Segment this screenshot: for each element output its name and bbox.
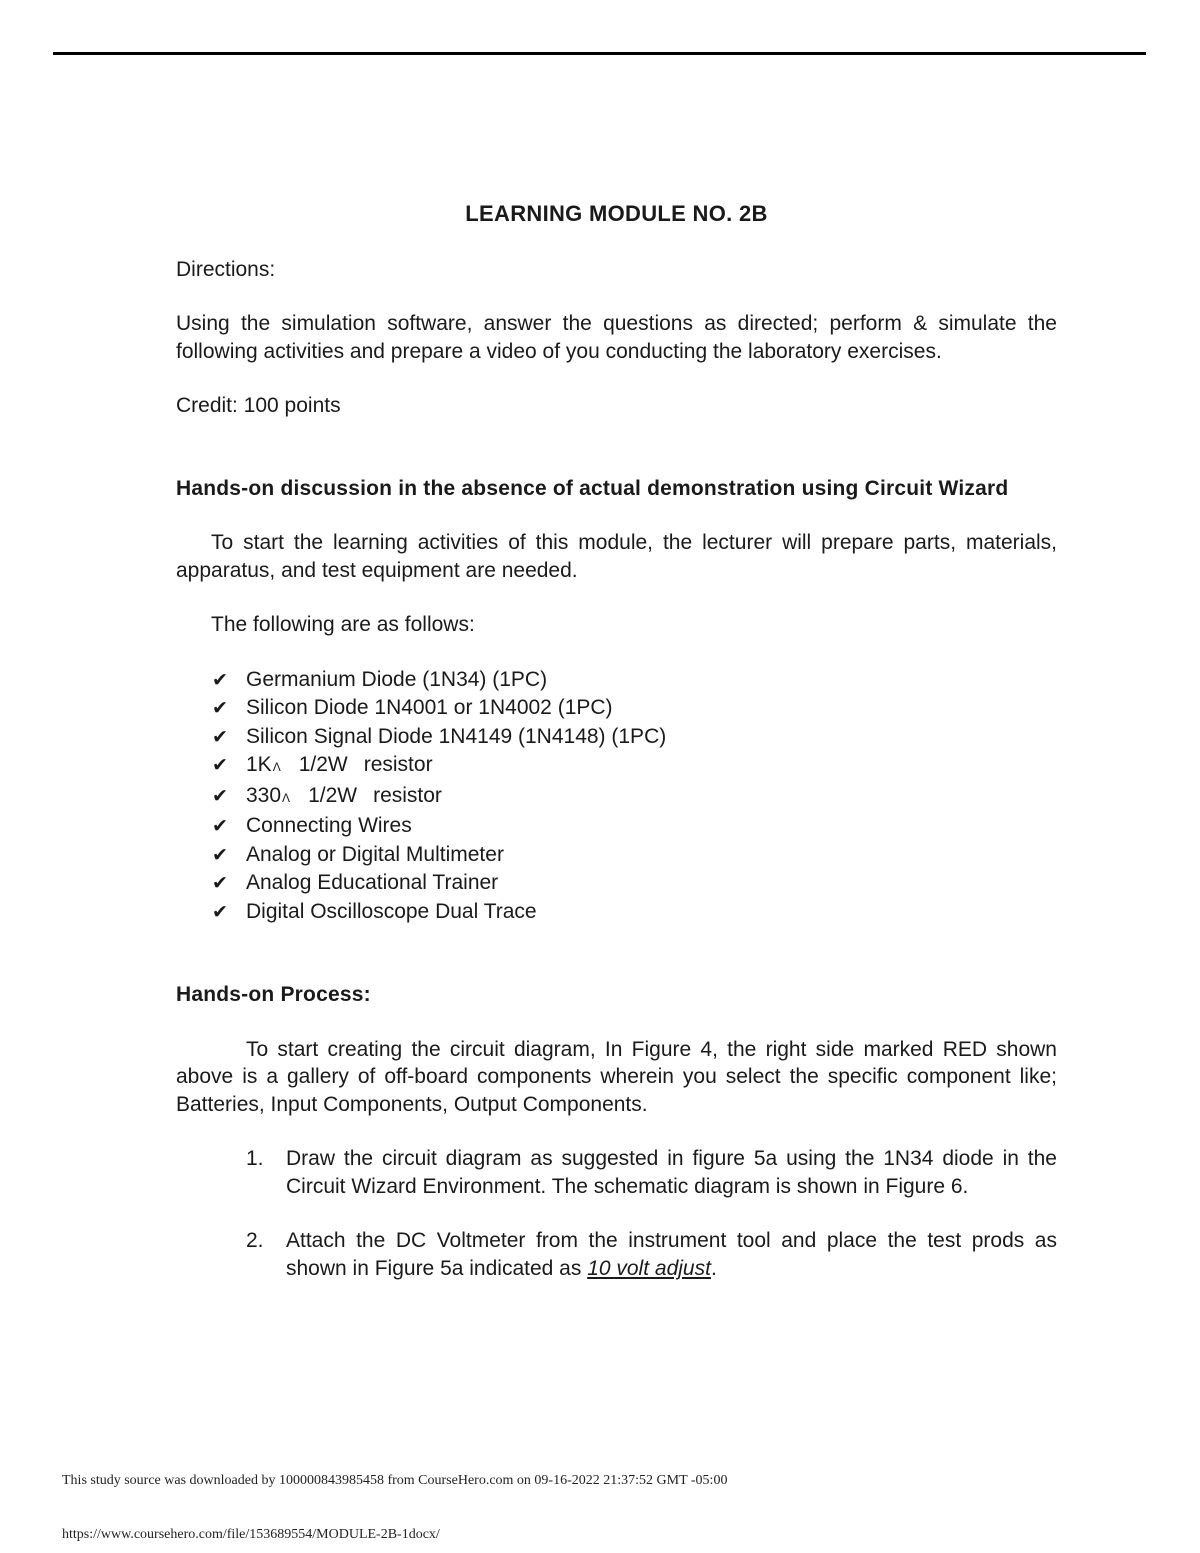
step-number: 2.	[246, 1229, 264, 1252]
list-item-label: Silicon Signal Diode 1N4149 (1N4148) (1PC)	[246, 724, 667, 748]
process-steps	[246, 1145, 1057, 1282]
ohm-symbol: Ʌ	[282, 790, 291, 805]
step-text: Draw the circuit diagram as suggested in figure 5a using the 1N34 diode in the Circuit Wizard Environment. The schematic diagram is shown in Figure 6.	[286, 1147, 1057, 1198]
resistor-spec: 1/2W	[308, 783, 358, 807]
page-title: LEARNING MODULE NO. 2B	[465, 201, 768, 226]
download-source-note: This study source was downloaded by 100000843985458 from CourseHero.com on 09-16-2022 21:37:52 GMT -05:00	[62, 1473, 728, 1488]
check-icon: ✔	[212, 668, 228, 691]
list-item-label: Germanium Diode (1N34) (1PC)	[246, 667, 548, 691]
document-body	[176, 200, 1057, 1309]
credit-text: Credit: 100 points	[176, 394, 341, 417]
step-text	[286, 1227, 1057, 1282]
step-item	[246, 1145, 1057, 1200]
step-text-before: Attach the DC Voltmeter from the instrument tool and place the test prods as shown in Figure 5a indicated as	[286, 1229, 1057, 1280]
list-item	[212, 694, 1057, 723]
equipment-checklist	[212, 666, 1057, 927]
list-item	[212, 898, 1057, 927]
list-item-label: Analog or Digital Multimeter	[246, 842, 504, 866]
check-icon: ✔	[212, 754, 228, 776]
resistor-type: resistor	[363, 753, 433, 776]
list-item-label: Digital Oscilloscope Dual Trace	[246, 899, 537, 923]
discussion-intro: To start the learning activities of this module, the lecturer will prepare parts, materials, apparatus, and test equipment are needed.	[176, 531, 1057, 582]
list-item-label: Connecting Wires	[246, 814, 412, 837]
check-icon: ✔	[212, 900, 228, 923]
check-icon: ✔	[212, 843, 228, 866]
directions-text: Using the simulation software, answer the questions as directed; perform & simulate the following activities and prepare a video of you conducting the laboratory exercises.	[176, 312, 1057, 363]
step-text-after: .	[710, 1256, 717, 1280]
resistor-spec: 1/2W	[298, 753, 348, 776]
list-item	[212, 751, 1057, 782]
check-icon: ✔	[212, 784, 228, 807]
resistor-type: resistor	[373, 783, 442, 807]
top-horizontal-rule	[53, 52, 1146, 55]
check-icon: ✔	[212, 725, 228, 748]
check-icon: ✔	[212, 815, 228, 837]
resistor-value: 1K	[246, 753, 272, 776]
list-item	[212, 869, 1057, 898]
check-icon: ✔	[212, 697, 228, 719]
step-number: 1.	[246, 1147, 264, 1170]
resistor-value: 330	[246, 783, 282, 807]
list-item	[212, 841, 1057, 870]
step-item	[246, 1227, 1057, 1282]
ohm-symbol: Ʌ	[272, 760, 281, 774]
list-intro: The following are as follows:	[211, 613, 475, 636]
check-icon: ✔	[212, 872, 228, 894]
source-url-link[interactable]: https://www.coursehero.com/file/153689554/MODULE-2B-1docx/	[62, 1527, 440, 1542]
section-heading-process: Hands-on Process:	[176, 983, 371, 1006]
list-item-label: Silicon Diode 1N4001 or 1N4002 (1PC)	[246, 696, 613, 719]
list-item	[212, 666, 1057, 695]
list-item-label: Analog Educational Trainer	[246, 871, 499, 894]
directions-label: Directions:	[176, 257, 276, 281]
section-heading-discussion: Hands-on discussion in the absence of actual demonstration using Circuit Wizard	[176, 476, 1009, 500]
list-item	[212, 812, 1057, 841]
step-emphasis: 10 volt adjust	[587, 1256, 711, 1280]
list-item	[212, 723, 1057, 752]
list-item	[212, 782, 1057, 813]
process-intro: To start creating the circuit diagram, In Figure 4, the right side marked RED shown above is a gallery of off-board components wherein you select the specific component like; Batteries, Input Components, Output Components.	[176, 1037, 1057, 1116]
